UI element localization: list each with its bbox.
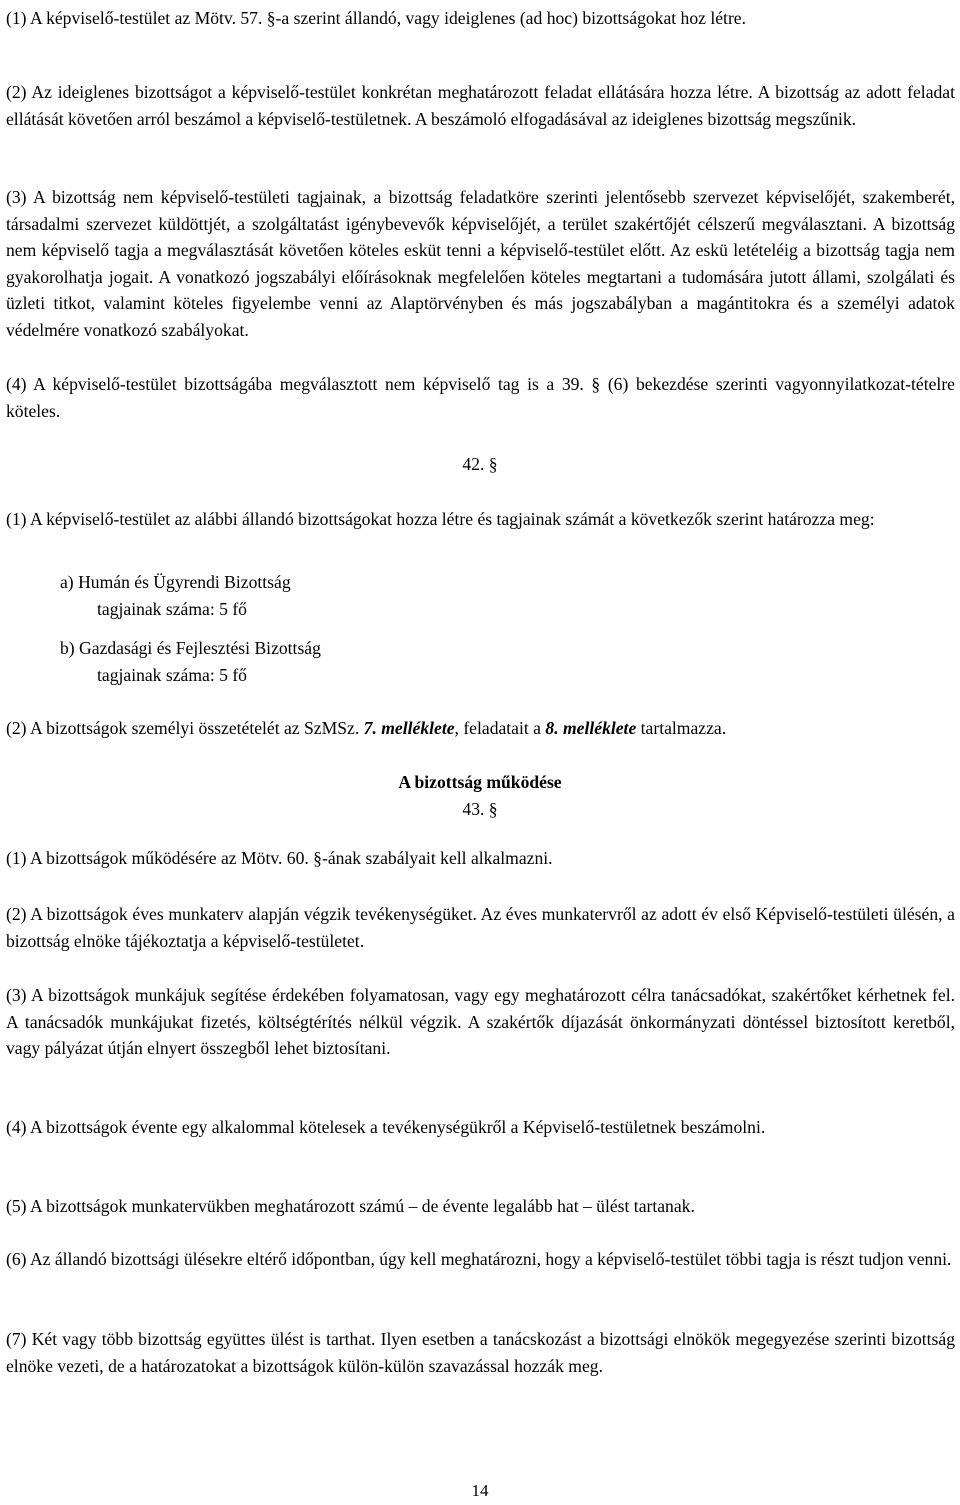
- section-43-paragraph-5: (5) A bizottságok munkatervükben meghatározott számú – de évente legalább hat – ülést tartanak.: [6, 1196, 695, 1216]
- paragraph-intro-3: (3) A bizottság nem képviselő-testületi tagjainak, a bizottság feladatköre szerinti jelentősebb szervezet képviselőjét, szakemberét, társadalmi szervezet küldöttjét, a szolgáltatást igénybevevők képviselőjét, a terület szakértőjét célszerű megválasztani. A bizottság nem képviselő tagja a megválasztását követően köteles esküt tenni a képviselő-testület előtt. Az eskü letételéig a bizottság tagja nem gyakorolhatja jogait. A vonatkozó jogszabályi előírásoknak megfelelően köteles megtartani a tudomására jutott állami, szolgálati és üzleti titkot, valamint köteles figyelembe venni az Alaptörvényben és más jogszabályban a magántitokra és a személyi adatok védelmére vonatkozó szabályokat.: [6, 187, 955, 340]
- section-heading: A bizottság működése: [398, 772, 562, 792]
- committee-name: a) Humán és Ügyrendi Bizottság: [60, 572, 291, 592]
- section-43-paragraph-7: (7) Két vagy több bizottság együttes ülést is tarthat. Ilyen esetben a tanácskozást a bizottsági elnökök megegyezése szerinti bizottság elnöke vezeti, de a határozatokat a bizottságok külön-külön szavazással hozzák meg.: [6, 1329, 955, 1376]
- committee-item-b: [60, 635, 321, 688]
- annex-8-reference: 8. melléklete: [545, 718, 637, 738]
- paragraph-intro-1: (1) A képviselő-testület az Mötv. 57. §-a szerint állandó, vagy ideiglenes (ad hoc) bizottságokat hoz létre.: [6, 8, 747, 28]
- section-43-paragraph-4: (4) A bizottságok évente egy alkalommal kötelesek a tevékenységükről a Képviselő-testületnek beszámolni.: [6, 1117, 766, 1137]
- section-42-paragraph-2: (2) A bizottságok személyi összetételét az SzMSz. 7. melléklete, feladatait a 8. melléklete tartalmazza.: [6, 718, 727, 738]
- paragraph-intro-4: (4) A képviselő-testület bizottságába megválasztott nem képviselő tag is a 39. § (6) bekezdése szerinti vagyonnyilatkozat-tételre köteles.: [6, 374, 955, 421]
- committee-item-a: [60, 569, 291, 622]
- page-number: 14: [471, 1481, 489, 1500]
- committee-members: tagjainak száma: 5 fő: [97, 664, 247, 685]
- section-42-paragraph-1: (1) A képviselő-testület az alábbi állandó bizottságokat hozza létre és tagjainak számát a következők szerint határozza meg:: [6, 509, 875, 529]
- annex-7-reference: 7. melléklete: [363, 718, 455, 738]
- section-43-number: 43. §: [462, 799, 498, 819]
- committee-members: tagjainak száma: 5 fő: [97, 598, 247, 619]
- paragraph-intro-2: (2) Az ideiglenes bizottságot a képviselő-testület konkrétan meghatározott feladat ellátására hozza létre. A bizottság az adott feladat ellátását követően arról beszámol a képviselő-testületnek. A beszámoló elfogadásával az ideiglenes bizottság megszűnik.: [6, 82, 955, 129]
- committee-name: b) Gazdasági és Fejlesztési Bizottság: [60, 638, 321, 658]
- section-43-paragraph-2: (2) A bizottságok éves munkaterv alapján végzik tevékenységüket. Az éves munkatervről az adott év első Képviselő-testületi ülésén, a bizottság elnöke tájékoztatja a képviselő-testületet.: [6, 904, 955, 951]
- section-43-paragraph-6: (6) Az állandó bizottsági ülésekre eltérő időpontban, úgy kell meghatározni, hogy a képviselő-testület többi tagja is részt tudjon venni.: [6, 1249, 952, 1269]
- section-43-paragraph-3: (3) A bizottságok munkájuk segítése érdekében folyamatosan, vagy egy meghatározott célra tanácsadókat, szakértőket kérhetnek fel. A tanácsadók munkájukat fizetés, költségtérítés nélkül végzik. A szakértők díjazását önkormányzati döntéssel biztosított keretből, vagy pályázat útján elnyert összegből lehet biztosítani.: [6, 985, 955, 1059]
- section-42-number: 42. §: [462, 454, 498, 474]
- section-43-paragraph-1: (1) A bizottságok működésére az Mötv. 60. §-ának szabályait kell alkalmazni.: [6, 848, 553, 868]
